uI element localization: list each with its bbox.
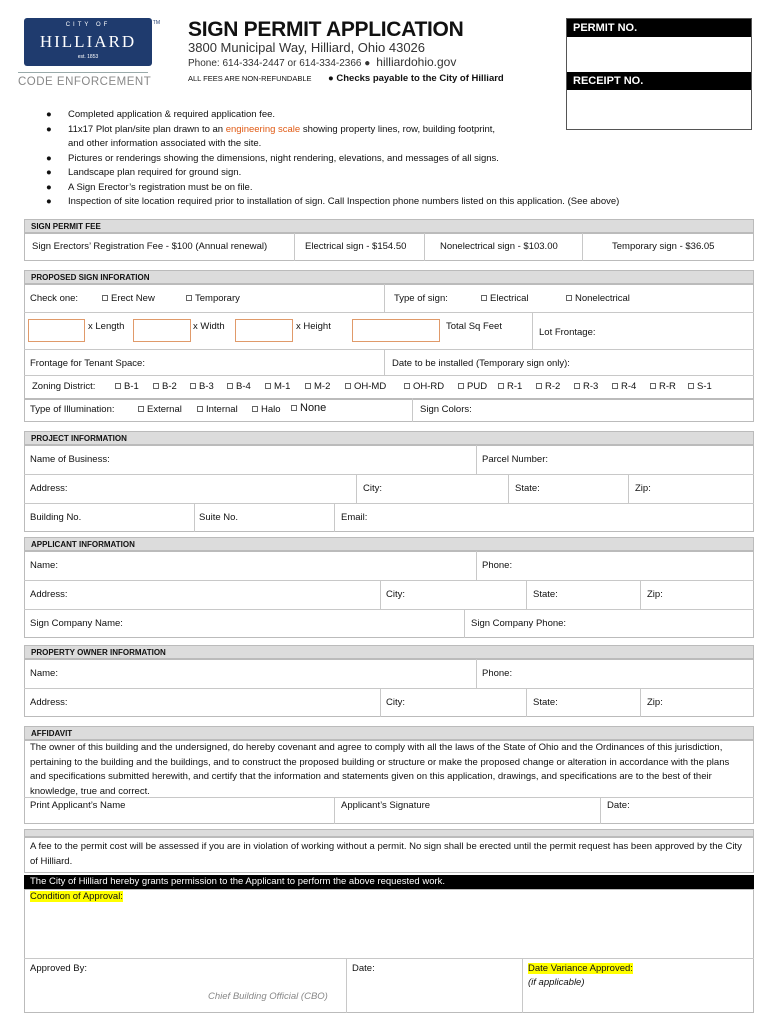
section-header-owner: PROPERTY OWNER INFORMATION — [24, 645, 754, 659]
fees-note: ALL FEES ARE NON-REFUNDABLE — [188, 74, 312, 83]
city-logo — [24, 18, 160, 66]
x-height-label: x Height — [296, 321, 331, 332]
length-input[interactable] — [28, 319, 85, 342]
project-address-label: Address: — [30, 483, 68, 494]
erect-new-checkbox[interactable]: Erect New — [102, 293, 155, 304]
project-city-label: City: — [363, 483, 382, 494]
list-item: ● Landscape plan required for ground sign. — [46, 167, 242, 178]
x-length-label: x Length — [88, 321, 125, 332]
zone-b1-checkbox[interactable]: B-1 — [115, 381, 139, 392]
website-link[interactable]: hilliardohio.gov — [376, 55, 457, 69]
checks-note: ● Checks payable to the City of Hilliard — [328, 73, 504, 84]
owner-state-label: State: — [533, 697, 558, 708]
zone-s1-checkbox[interactable]: S-1 — [688, 381, 712, 392]
list-item-continuation: and other information associated with the site. — [68, 138, 262, 149]
logo-name: HILLIARD — [39, 32, 137, 51]
section-header-project: PROJECT INFORMATION — [24, 431, 754, 445]
section-header-applicant: APPLICANT INFORMATION — [24, 537, 754, 551]
list-item: ● A Sign Erector’s registration must be on file. — [46, 181, 253, 193]
project-zip-label: Zip: — [635, 483, 651, 494]
logo-city-of: CITY OF — [65, 22, 111, 28]
phone-line — [188, 55, 456, 69]
section-header-fee: SIGN PERMIT FEE — [24, 219, 754, 233]
page-title: SIGN PERMIT APPLICATION — [188, 18, 464, 41]
divider — [18, 72, 148, 73]
total-sq-feet-input[interactable] — [352, 319, 440, 342]
approval-frame — [24, 889, 754, 1013]
list-item: ● 11x17 Plot plan/site plan drawn to an engineering scale showing property lines, row, building footprint, — [46, 123, 496, 135]
nonelectrical-checkbox[interactable]: Nonelectrical — [566, 293, 630, 304]
zone-r4-checkbox[interactable]: R-4 — [612, 381, 636, 392]
variance-label: Date Variance Approved: — [528, 963, 633, 974]
electrical-checkbox[interactable]: Electrical — [481, 293, 529, 304]
applicant-address-label: Address: — [30, 589, 68, 600]
department-label: CODE ENFORCEMENT — [18, 76, 152, 88]
list-item: ● Inspection of site location required prior to installation of sign. Call Inspection phone numbers listed on this application. (See above) — [46, 196, 620, 207]
print-name-label: Print Applicant’s Name — [30, 800, 126, 811]
receipt-no-label: RECEIPT NO. — [567, 72, 751, 90]
zone-r3-checkbox[interactable]: R-3 — [574, 381, 598, 392]
type-of-sign-label: Type of sign: — [394, 293, 448, 304]
zone-m1-checkbox[interactable]: M-1 — [265, 381, 290, 392]
owner-name-label: Name: — [30, 668, 58, 679]
email-label: Email: — [341, 512, 368, 523]
zone-pud-checkbox[interactable]: PUD — [458, 381, 487, 392]
approval-date-label: Date: — [352, 963, 375, 974]
business-name-label: Name of Business: — [30, 454, 110, 465]
temporary-checkbox[interactable]: Temporary — [186, 293, 240, 304]
signature-label: Applicant’s Signature — [341, 800, 431, 811]
permit-no-label: PERMIT NO. — [567, 19, 751, 37]
suite-no-label: Suite No. — [199, 512, 239, 523]
zone-ohmd-checkbox[interactable]: OH-MD — [345, 381, 386, 392]
check-one-label: Check one: — [30, 293, 79, 304]
zone-m2-checkbox[interactable]: M-2 — [305, 381, 330, 392]
applicant-phone-label: Phone: — [482, 560, 513, 571]
zone-b2-checkbox[interactable]: B-2 — [153, 381, 177, 392]
zoning-label: Zoning District: — [32, 381, 96, 392]
address: 3800 Municipal Way, Hilliard, Ohio 43026 — [188, 40, 426, 55]
building-no-label: Building No. — [30, 512, 82, 523]
applicant-city-label: City: — [386, 589, 405, 600]
requirements-list — [44, 108, 619, 210]
owner-zip-label: Zip: — [647, 697, 663, 708]
fee-erector: Sign Erectors’ Registration Fee - $100 (Annual renewal) — [32, 241, 268, 252]
cbo-label: Chief Building Official (CBO) — [208, 991, 328, 1002]
section-header-proposed: PROPOSED SIGN INFORATION — [24, 270, 754, 284]
section-header-affidavit: AFFIDAVIT — [24, 726, 754, 740]
x-width-label: x Width — [193, 321, 225, 332]
illumination-label: Type of Illumination: — [30, 404, 115, 415]
approved-by-label: Approved By: — [30, 963, 88, 974]
lot-frontage-label: Lot Frontage: — [539, 327, 596, 338]
zone-ohrd-checkbox[interactable]: OH-RD — [404, 381, 444, 392]
logo-est: est. 1853 — [77, 54, 99, 60]
parcel-number-label: Parcel Number: — [482, 454, 548, 465]
applicant-name-label: Name: — [30, 560, 58, 571]
internal-checkbox[interactable]: Internal — [197, 404, 238, 415]
list-item: ● Pictures or renderings showing the dimensions, night rendering, elevations, and messages of all signs. — [46, 152, 499, 164]
none-checkbox[interactable]: None — [291, 402, 326, 414]
zone-b3-checkbox[interactable]: B-3 — [190, 381, 214, 392]
owner-city-label: City: — [386, 697, 405, 708]
applicant-zip-label: Zip: — [647, 589, 663, 600]
zone-rr-checkbox[interactable]: R-R — [650, 381, 676, 392]
height-input[interactable] — [235, 319, 293, 342]
engineering-scale-highlight: engineering scale — [225, 123, 301, 135]
fee-temporary: Temporary sign - $36.05 — [612, 241, 715, 252]
illumination-row — [24, 398, 754, 422]
permit-no-field[interactable] — [567, 37, 751, 72]
logo-tm: TM — [152, 20, 160, 26]
phone-numbers: Phone: 614-334-2447 or 614-334-2366 ● — [188, 58, 371, 69]
affidavit-text: The owner of this building and the undersigned, do hereby covenant and agree to comply with all the laws of the State of Ohio and the Ordinances of this jurisdiction, pertaining to the building and the buildings, and to construct the proposed building or structure or make the proposed change or alteration in accordance with the plans and specifications submitted herewith, and certify that the information and statements given on this application, drawings, and specifications are to the best of their knowledge, true and correct. — [30, 742, 730, 797]
divider-bar — [24, 829, 754, 837]
width-input[interactable] — [133, 319, 191, 342]
fee-nonelectrical: Nonelectrical sign - $103.00 — [440, 241, 558, 252]
project-state-label: State: — [515, 483, 540, 494]
external-checkbox[interactable]: External — [138, 404, 182, 415]
halo-checkbox[interactable]: Halo — [252, 404, 281, 415]
affidavit-date-label: Date: — [607, 800, 630, 811]
fee-electrical: Electrical sign - $154.50 — [305, 241, 407, 252]
zone-r1-checkbox[interactable]: R-1 — [498, 381, 522, 392]
sign-company-phone-label: Sign Company Phone: — [471, 618, 567, 629]
list-item: ● Completed application & required application fee. — [46, 109, 276, 120]
date-installed-label: Date to be installed (Temporary sign only): — [392, 358, 570, 369]
total-sq-feet-label: Total Sq Feet — [446, 321, 502, 332]
zone-b4-checkbox[interactable]: B-4 — [227, 381, 251, 392]
frontage-tenant-label: Frontage for Tenant Space: — [30, 358, 145, 369]
sign-company-label: Sign Company Name: — [30, 618, 123, 629]
owner-phone-label: Phone: — [482, 668, 513, 679]
if-applicable-note: (if applicable) — [528, 977, 585, 988]
grant-banner: The City of Hilliard hereby grants permission to the Applicant to perform the above requested work. — [24, 875, 754, 889]
applicant-state-label: State: — [533, 589, 558, 600]
owner-address-label: Address: — [30, 697, 68, 708]
zone-r2-checkbox[interactable]: R-2 — [536, 381, 560, 392]
condition-label: Condition of Approval: — [30, 891, 123, 902]
fee-note-text: A fee to the permit cost will be assessed if you are in violation of working without a permit. No sign shall be erected until the permit request has been approved by the City of Hilliard. — [30, 841, 742, 867]
sign-colors-label: Sign Colors: — [420, 404, 472, 415]
